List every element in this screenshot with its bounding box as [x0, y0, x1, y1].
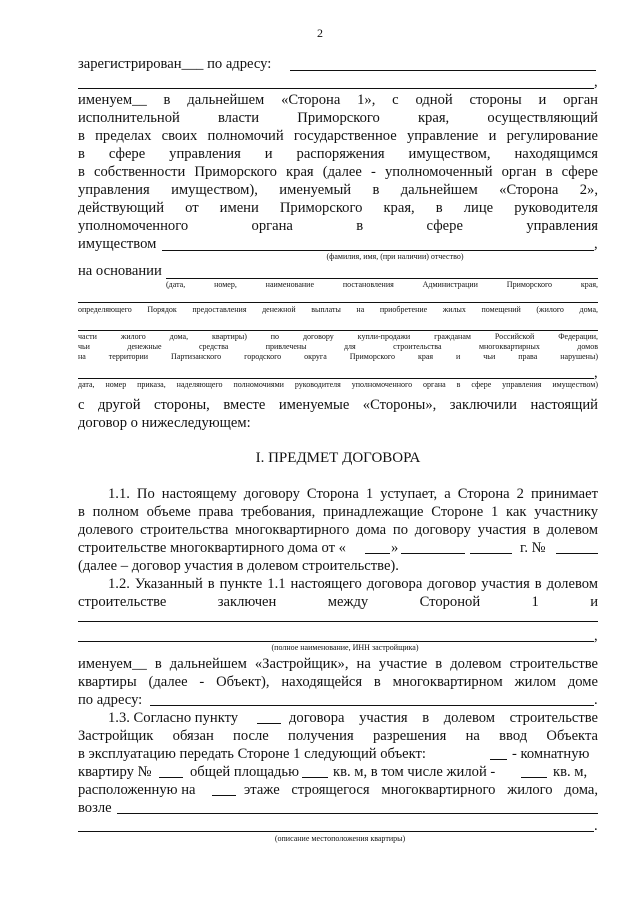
text-line: в пределах своих полномочий государственное управление и регулирование	[78, 128, 598, 144]
rooms-blank	[490, 759, 507, 760]
apartment-number-blank	[159, 777, 183, 778]
total-area-blank	[302, 777, 328, 778]
clause-1-1-line: 1.1. По настоящему договору Сторона 1 уступает, а Сторона 2 принимает	[108, 486, 598, 502]
registered-address-label: зарегистрирован___ по адресу:	[78, 56, 272, 72]
clause-1-3-line: этаже строящегося многоквартирного жилого дома,	[244, 782, 598, 798]
clause-1-1-line: долевого строительства многоквартирного дома по договору участия в долевом	[78, 522, 598, 538]
developer-caption: (полное наименование, ИНН застройщика)	[271, 643, 419, 652]
text-line: в сфере управления и распоряжения имуществом, находящимся	[78, 146, 598, 162]
text-line: в собственности Приморского края (далее - уполномоченный орган в сфере	[78, 164, 598, 180]
location-label: возле	[78, 800, 112, 816]
address-blank-line-2	[78, 88, 594, 89]
order-comma: ,	[594, 365, 598, 381]
basis-caption-3: части жилого дома, квартиры) по договору купли-продажи гражданам Российской Федерации,	[78, 332, 598, 341]
clause-1-3-line: 1.3. Согласно пункту	[108, 710, 239, 726]
text-line: действующий от имени Приморского края, в лице руководителя	[78, 200, 598, 216]
order-caption: дата, номер приказа, наделяющего полномочиями руководителя уполномоченного органа в сфере управления имуществом)	[78, 380, 598, 389]
text-line: с другой стороны, вместе именуемые «Стороны», заключили настоящий	[78, 397, 598, 413]
basis-caption-1: (дата, номер, наименование постановления Администрации Приморского края,	[166, 280, 598, 289]
total-area-label: общей площадью	[190, 764, 299, 780]
clause-1-1-line: строительстве многоквартирного дома от «	[78, 540, 346, 556]
page-number: 2	[317, 26, 323, 40]
text-line: договор о нижеследующем:	[78, 415, 251, 431]
year-blank	[470, 553, 512, 554]
contract-number-blank	[556, 553, 598, 554]
clause-1-2-line: по адресу:	[78, 692, 143, 708]
apartment-number-label: квартиру №	[78, 764, 152, 780]
text-line: имуществом	[78, 236, 157, 252]
day-blank	[365, 553, 390, 554]
clause-1-2-line: квартиры (далее - Объект), находящейся в многоквартирном жилом доме	[78, 674, 598, 690]
month-blank	[401, 553, 465, 554]
developer-blank-line	[78, 621, 598, 622]
basis-label: на основании	[78, 263, 162, 279]
basis-blank-line-2	[78, 302, 598, 303]
living-area-label: кв. м, в том числе жилой -	[333, 764, 496, 780]
living-area-unit: кв. м,	[553, 764, 588, 780]
text-line: именуем__ в дальнейшем «Сторона 1», с одной стороны и орган	[78, 92, 598, 108]
location-dot: .	[594, 818, 598, 834]
clause-1-3-line: в эксплуатацию передать Стороне 1 следующий объект:	[78, 746, 426, 762]
floor-blank	[212, 795, 236, 796]
order-blank-line	[78, 378, 594, 379]
text-line: уполномоченного органа в сфере управления	[78, 218, 598, 234]
location-blank-line-2	[78, 831, 594, 832]
quote-close: »	[391, 540, 399, 556]
address-comma: ,	[594, 74, 598, 90]
name-comma: ,	[594, 236, 598, 252]
basis-caption-5: на территории Партизанского городского округа Приморского края и чьи права нарушены)	[78, 352, 598, 361]
clause-1-2-line: именуем__ в дальнейшем «Застройщик», на участие в долевом строительстве	[78, 656, 598, 672]
text-line: управления имуществом), именуемый в дальнейшем «Сторона 2»,	[78, 182, 598, 198]
location-blank-line	[117, 813, 598, 814]
name-caption: (фамилия, имя, (при наличии) отчество)	[326, 252, 464, 261]
clause-1-1-line: (далее – договор участия в долевом строительстве).	[78, 558, 399, 574]
basis-caption-4: чьи денежные средства привлечены для строительства многоквартирных домов	[78, 342, 598, 351]
object-address-dot: .	[594, 692, 598, 708]
clause-number-blank	[257, 723, 281, 724]
developer-blank-line-2	[78, 641, 594, 642]
clause-1-2-line: 1.2. Указанный в пункте 1.1 настоящего договора договор участия в долевом	[108, 576, 598, 592]
floor-label: расположенную на	[78, 782, 196, 798]
year-number-label: г. №	[520, 540, 546, 556]
address-blank-line	[290, 70, 596, 71]
rooms-label: - комнатную	[512, 746, 590, 762]
living-area-blank	[521, 777, 547, 778]
location-caption: (описание местоположения квартиры)	[274, 834, 406, 843]
basis-blank-line	[166, 278, 598, 279]
clause-1-3-line: договора участия в долевом строительстве	[289, 710, 598, 726]
text-line: исполнительной власти Приморского края, осуществляющий	[78, 110, 598, 126]
name-blank-line	[162, 250, 594, 251]
basis-blank-line-3	[78, 330, 598, 331]
clause-1-2-line: строительстве заключен между Стороной 1 и	[78, 594, 598, 610]
clause-1-1-line: в полном объеме права требования, принадлежащие Стороне 1 как участнику	[78, 504, 598, 520]
section-title: I. ПРЕДМЕТ ДОГОВОРА	[255, 450, 421, 466]
clause-1-3-line: Застройщик обязан после получения разрешения на ввод Объекта	[78, 728, 598, 744]
developer-comma: ,	[594, 628, 598, 644]
basis-caption-2: определяющего Порядок предоставления денежной выплаты на приобретение жилых помещений (жилого дома,	[78, 305, 598, 314]
object-address-blank	[150, 705, 594, 706]
